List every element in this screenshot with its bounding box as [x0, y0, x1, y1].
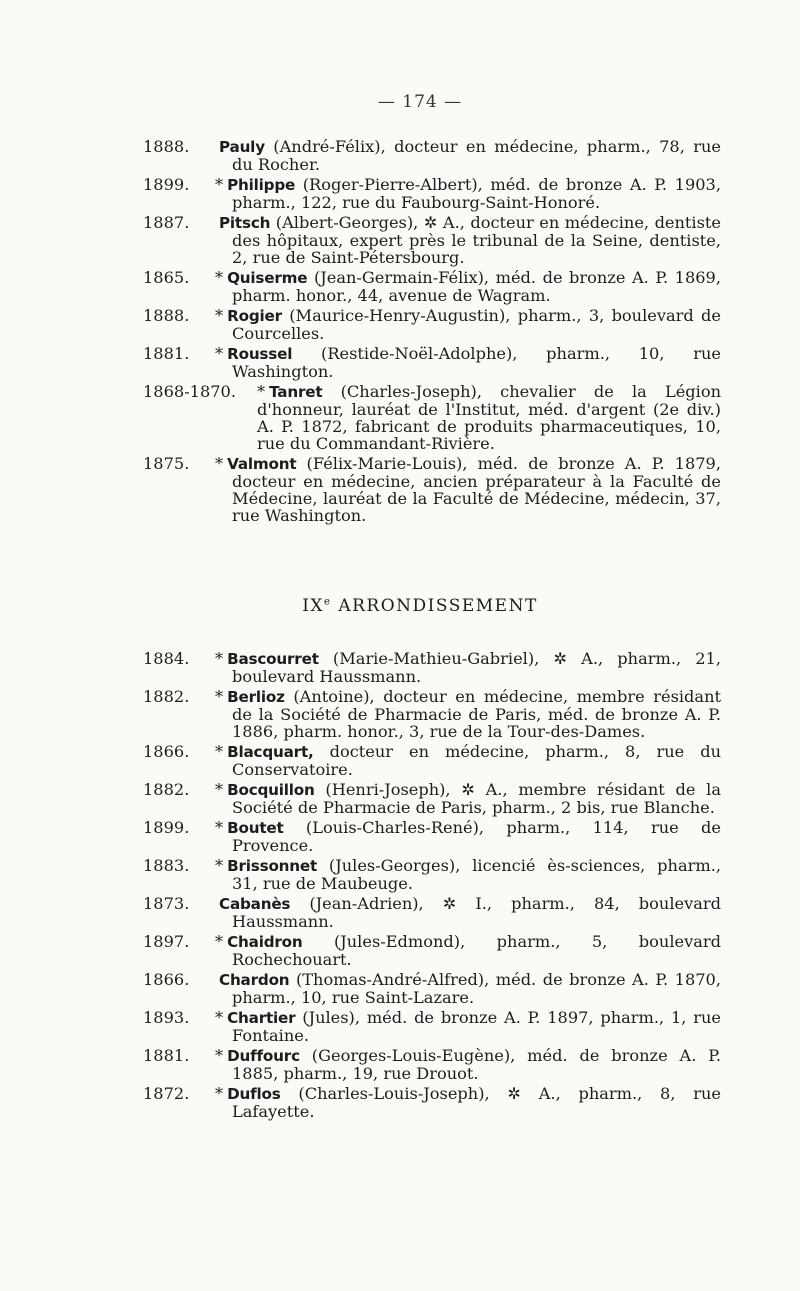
entry-star: *: [257, 382, 266, 401]
entry-year: 1884.: [143, 649, 190, 668]
entry-name: Bascourret: [227, 650, 319, 668]
entry-details: (Jean-Adrien), ✲ I., pharm., 84, boulevard Haussmann.: [232, 894, 721, 931]
heading-sup: e: [324, 596, 332, 608]
entry: [143, 269, 721, 304]
entry-name: Blacquart,: [227, 743, 314, 761]
entry-name: Tanret: [269, 383, 323, 401]
entry-name: Boutet: [227, 819, 284, 837]
entry-text: [143, 176, 721, 211]
entry-year: 1866.: [143, 742, 190, 761]
entry-text: [143, 781, 721, 816]
entry-text: [143, 455, 721, 524]
entry-details: (Jules-Georges), licencié ès-sciences, pharm., 31, rue de Maubeuge.: [232, 856, 721, 893]
entry-name: Chaidron: [227, 933, 303, 951]
entry-year: 1875.: [143, 454, 190, 473]
entry-text: [143, 345, 721, 380]
entry: [143, 138, 721, 173]
entry-star: *: [215, 687, 224, 706]
entry-star: *: [215, 454, 224, 473]
heading-label: ARRONDISSEMENT: [338, 596, 538, 616]
entry-details: (Maurice-Henry-Augustin), pharm., 3, boulevard de Courcelles.: [232, 306, 721, 343]
entry-details: (Jules), méd. de bronze A. P. 1897, pharm., 1, rue Fontaine.: [232, 1008, 721, 1045]
entry-year: 1881.: [143, 1046, 190, 1065]
entry-details: (Henri-Joseph), ✲ A., membre résidant de la Société de Pharmacie de Paris, pharm., 2 bis, rue Blanche.: [232, 780, 721, 817]
entry-star: *: [215, 306, 224, 325]
entry-details: (Charles-Joseph), chevalier de la Légion d'honneur, lauréat de l'Institut, méd. d'argent (2e div.) A. P. 1872, fabricant de produits pharmaceutiques, 10, rue du Commandant-Rivière.: [257, 382, 721, 453]
entry-star: *: [215, 649, 224, 668]
entry: [143, 650, 721, 685]
entry-year: 1881.: [143, 344, 190, 363]
entry-name: Chartier: [227, 1009, 296, 1027]
entry: [143, 1047, 721, 1082]
entry-year: 1893.: [143, 1008, 190, 1027]
entry-star: *: [215, 1084, 224, 1103]
entry-name: Duflos: [227, 1085, 281, 1103]
entry-year: 1882.: [143, 687, 190, 706]
entry-text: [143, 1009, 721, 1044]
entry-year: 1866.: [143, 970, 190, 989]
entry-year: 1868-1870.: [143, 382, 237, 401]
entry-year: 1897.: [143, 932, 190, 951]
entry-year: 1888.: [143, 137, 190, 156]
entry-details: (Restide-Noël-Adolphe), pharm., 10, rue Washington.: [232, 344, 721, 381]
entry-text: [143, 138, 721, 173]
entry: [143, 895, 721, 930]
entry-text: [143, 307, 721, 342]
entry-year: 1887.: [143, 213, 190, 232]
entry-year: 1882.: [143, 780, 190, 799]
section-heading: [0, 596, 800, 616]
entry-star: *: [215, 1008, 224, 1027]
entry-text: [143, 895, 721, 930]
entry-year: 1873.: [143, 894, 190, 913]
entry-star: *: [215, 932, 224, 951]
entry: [143, 819, 721, 854]
entry-text: [143, 688, 721, 740]
entry-name: Valmont: [227, 455, 297, 473]
entry-details: (Albert-Georges), ✲ A., docteur en médecine, dentiste des hôpitaux, expert près le tribunal de la Seine, dentiste, 2, rue de Saint-Pétersbourg.: [232, 213, 722, 267]
entry: [143, 971, 721, 1006]
entry-text: [143, 743, 721, 778]
entry: [143, 933, 721, 968]
entry-name: Pauly: [219, 138, 265, 156]
entry-star: *: [215, 780, 224, 799]
entry-name: Duffourc: [227, 1047, 300, 1065]
entry-text: [143, 857, 721, 892]
entry: [143, 455, 721, 524]
entry-star: *: [215, 856, 224, 875]
entry-name: Berlioz: [227, 688, 285, 706]
entry-details: (Roger-Pierre-Albert), méd. de bronze A. P. 1903, pharm., 122, rue du Faubourg-Saint-Honoré.: [232, 175, 721, 212]
entry-details: (André-Félix), docteur en médecine, pharm., 78, rue du Rocher.: [232, 137, 721, 174]
entry-star: *: [215, 1046, 224, 1065]
entry-text: [143, 1085, 721, 1120]
entry-text: [143, 933, 721, 968]
entry: [143, 214, 721, 266]
entry-text: [143, 650, 721, 685]
entry-star: *: [215, 818, 224, 837]
entry: [143, 781, 721, 816]
entry-details: (Jean-Germain-Félix), méd. de bronze A. P. 1869, pharm. honor., 44, avenue de Wagram.: [232, 268, 721, 305]
entry: [143, 176, 721, 211]
entry-star: *: [215, 268, 224, 287]
entry-star: *: [215, 344, 224, 363]
entry-name: Bocquillon: [227, 781, 315, 799]
entry-year: 1865.: [143, 268, 190, 287]
entry-details: (Charles-Louis-Joseph), ✲ A., pharm., 8, rue Lafayette.: [232, 1084, 721, 1121]
entry: [143, 383, 721, 452]
entry-star: *: [215, 742, 224, 761]
entry-text: [143, 1047, 721, 1082]
entry-name: Rogier: [227, 307, 282, 325]
page-number: — 174 —: [377, 92, 463, 112]
entry: [143, 857, 721, 892]
entry: [143, 345, 721, 380]
entry: [143, 307, 721, 342]
entry-year: 1888.: [143, 306, 190, 325]
entry-text: [143, 819, 721, 854]
entry-name: Philippe: [227, 176, 296, 194]
entries-top: [143, 138, 721, 527]
entry-year: 1899.: [143, 175, 190, 194]
entry: [143, 743, 721, 778]
entry-text: [143, 214, 721, 266]
entry-name: Brissonnet: [227, 857, 318, 875]
entry-details: (Thomas-André-Alfred), méd. de bronze A. P. 1870, pharm., 10, rue Saint-Lazare.: [232, 970, 721, 1007]
entry-year: 1883.: [143, 856, 190, 875]
entry-details: (Georges-Louis-Eugène), méd. de bronze A. P. 1885, pharm., 19, rue Drouot.: [232, 1046, 721, 1083]
entry-name: Roussel: [227, 345, 293, 363]
entry-details: (Louis-Charles-René), pharm., 114, rue de Provence.: [232, 818, 721, 855]
entry-name: Cabanès: [219, 895, 291, 913]
entry-details: (Félix-Marie-Louis), méd. de bronze A. P. 1879, docteur en médecine, ancien préparateur à la Faculté de Médecine, lauréat de la Faculté de Médecine, médecin, 37, rue Washington.: [232, 454, 721, 525]
entry-name: Quiserme: [227, 269, 308, 287]
entry-text: [143, 269, 721, 304]
entries-bottom: [143, 650, 721, 1123]
entry-name: Chardon: [219, 971, 290, 989]
entry-details: (Jules-Edmond), pharm., 5, boulevard Rochechouart.: [232, 932, 721, 969]
entry-details: (Marie-Mathieu-Gabriel), ✲ A., pharm., 21, boulevard Haussmann.: [232, 649, 721, 686]
entry-name: Pitsch: [219, 214, 271, 232]
entry: [143, 1009, 721, 1044]
entry: [143, 1085, 721, 1120]
entry: [143, 688, 721, 740]
entry-year: 1899.: [143, 818, 190, 837]
entry-year: 1872.: [143, 1084, 190, 1103]
entry-details: docteur en médecine, pharm., 8, rue du Conservatoire.: [232, 742, 722, 779]
entry-star: *: [215, 175, 224, 194]
entry-text: [143, 971, 721, 1006]
heading-roman: IX: [302, 596, 325, 616]
entry-details: (Antoine), docteur en médecine, membre résidant de la Société de Pharmacie de Paris, méd. de bronze A. P. 1886, pharm. honor., 3, rue de la Tour-des-Dames.: [232, 687, 721, 741]
